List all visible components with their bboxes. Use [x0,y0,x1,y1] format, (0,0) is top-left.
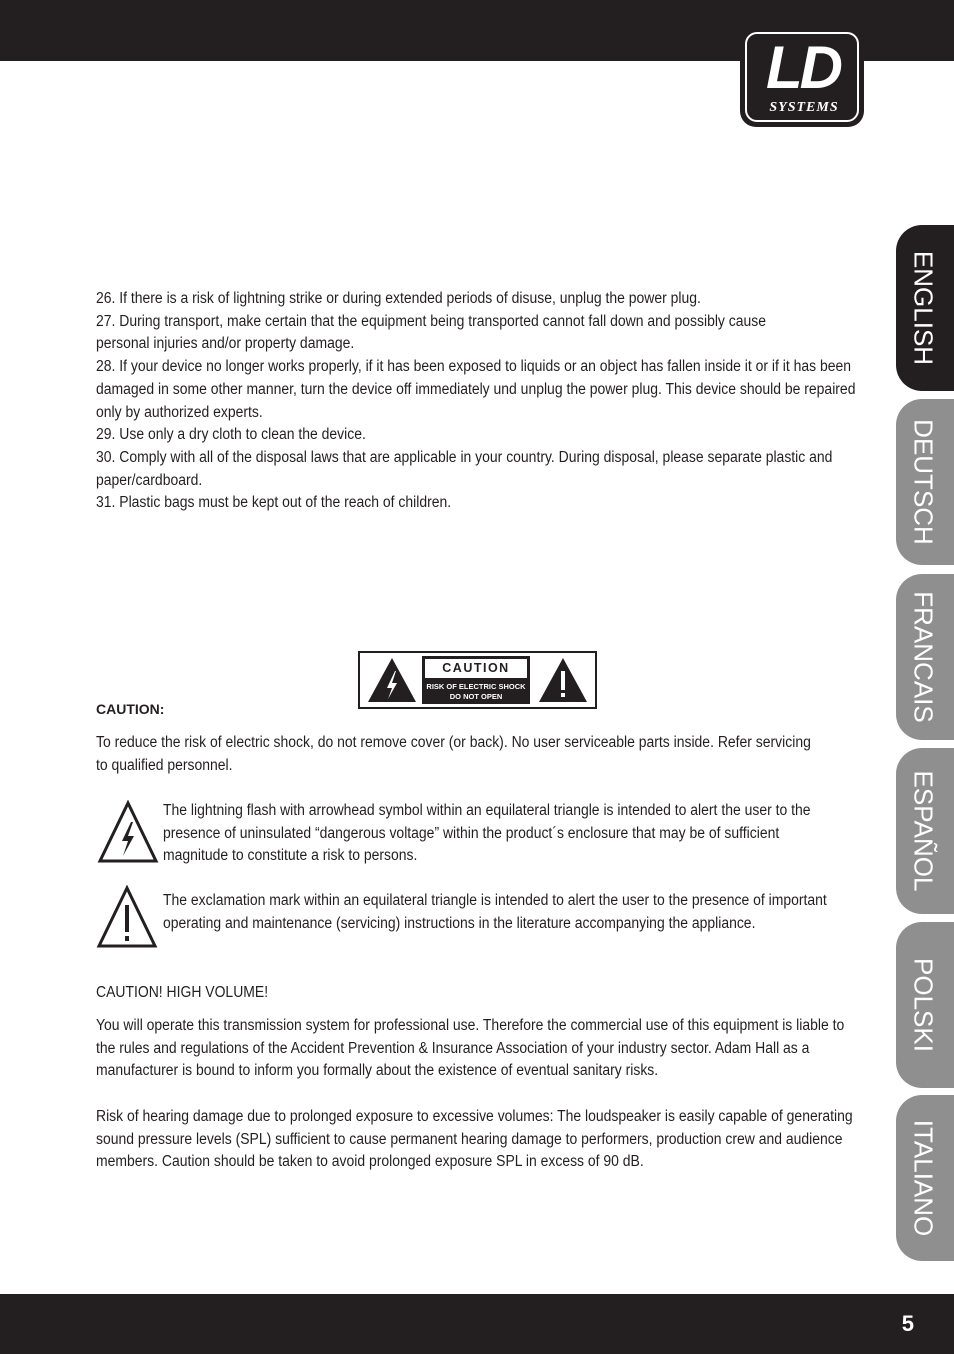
high-volume-heading: CAUTION! HIGH VOLUME! [96,984,269,1001]
lightning-triangle-icon [97,800,159,864]
caution-label-word: CAUTION [425,659,527,678]
tab-label: FRANCAIS [908,591,939,723]
logo-subtext: SYSTEMS [769,100,839,115]
lightning-symbol-text: The lightning flash with arrowhead symbol within an equilateral triangle is intended to alert the user to the presence of uninsulated “dangerous voltage” within the product´s enclosure that may be of sufficient magnitude to constitute a risk to persons. [163,802,811,865]
tab-label: DEUTSCH [908,419,939,545]
tab-polski[interactable] [896,922,954,1088]
high-volume-paragraph-1: You will operate this transmission system for professional use. Therefore the commercial use of this equipment is liable to the rules and regulations of the Accident Prevention & Insurance Association of your industry sector. Adam Hall as a manufacturer is bound to inform you formally about the existence of eventual sanitary risks. [96,1017,845,1080]
caution-label [358,651,597,709]
lightning-warning-icon [366,656,418,704]
safety-item: 31. Plastic bags must be kept out of the reach of children. [96,494,452,512]
tab-label: ITALIANO [908,1119,939,1237]
tab-deutsch[interactable] [896,399,954,565]
tab-english[interactable] [896,225,954,391]
tab-label: ESPAÑOL [908,770,939,892]
tab-francais[interactable] [896,574,954,740]
page-number: 5 [901,1311,914,1336]
safety-item: 29. Use only a dry cloth to clean the device. [96,426,366,444]
caution-heading: CAUTION: [96,701,165,717]
safety-list [96,288,856,515]
exclamation-triangle-icon [96,885,158,949]
safety-item: 30. Comply with all of the disposal laws that are applicable in your country. During disposal, please separate plastic and paper/cardboard. [96,448,833,489]
bottom-bar [0,1294,954,1354]
tab-italiano[interactable] [896,1095,954,1261]
exclamation-symbol-text: The exclamation mark within an equilateral triangle is intended to alert the user to the presence of important operating and maintenance (servicing) instructions in the literature accompanying the appliance. [163,892,827,932]
tab-espanol[interactable] [896,748,954,914]
tab-label: POLSKI [908,958,939,1052]
high-volume-paragraph-2: Risk of hearing damage due to prolonged exposure to excessive volumes: The loudspeaker is easily capable of generating sound pressure levels (SPL) sufficient to cause permanent hearing damage to performers, production crew and audience members. Caution should be taken to avoid prolonged exposure SPL in excess of 90 dB. [96,1108,853,1171]
ld-systems-logo [740,27,864,127]
exclamation-warning-icon [537,656,589,704]
safety-item: 28. If your device no longer works properly, if it has been exposed to liquids or an object has fallen inside it or if it has been damaged in some other manner, turn the device off immediately und unplug the power plug. This device should be repaired only by authorized experts. [96,358,856,421]
safety-item: 27. During transport, make certain that the equipment being transported cannot fall down and possibly cause personal injuries and/or property damage. [96,312,767,353]
caution-label-line1: RISK OF ELECTRIC SHOCK [426,682,526,691]
safety-item: 26. If there is a risk of lightning strike or during extended periods of disuse, unplug the power plug. [96,290,701,307]
tab-label: ENGLISH [908,250,939,366]
logo-text: LD [766,34,840,101]
caution-text: To reduce the risk of electric shock, do not remove cover (or back). No user serviceable parts inside. Refer servicing to qualified personnel. [96,734,811,774]
caution-label-line2: DO NOT OPEN [449,692,503,701]
